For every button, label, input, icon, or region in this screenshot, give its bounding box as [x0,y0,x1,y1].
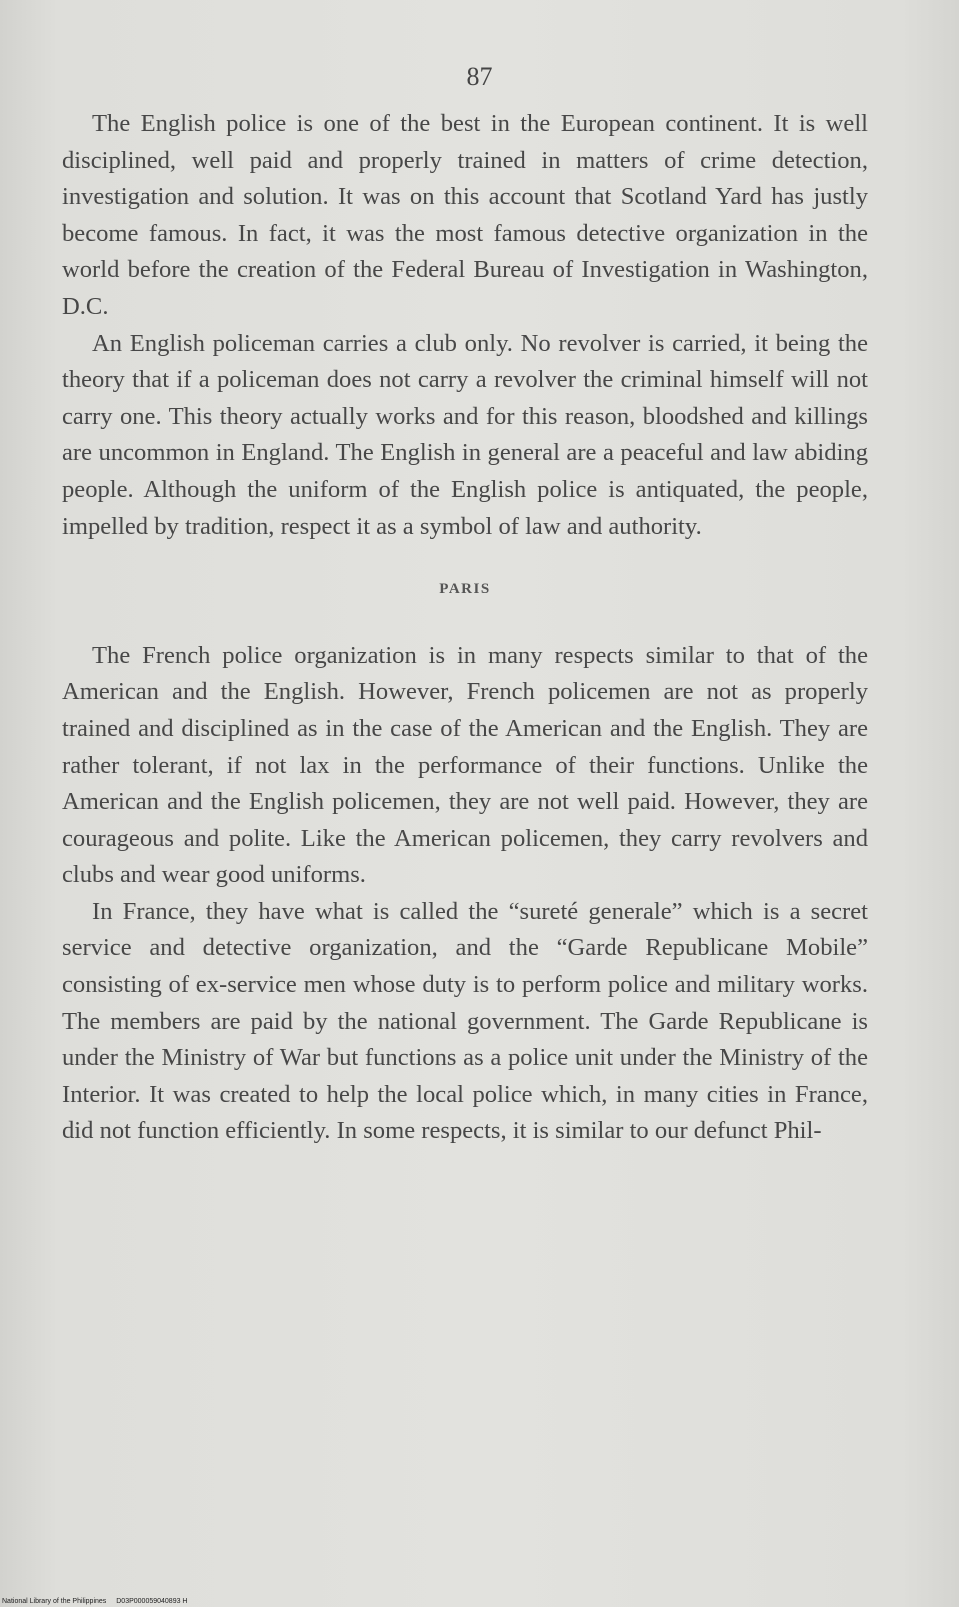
paragraph-english-police: The English police is one of the best in the European continent. It is well disciplined, well paid and properly trained in matters of crime detection, investigation and solution. It was on this account that Scotland Yard has justly become famous. In fact, it was the most famous detective organization in the world before the creation of the Federal Bureau of Investigation in Washington, D.C. [62,110,868,320]
footer-library: National Library of the Philippines [2,1598,107,1605]
page-number: 87 [466,62,493,91]
scan-footer [2,1598,187,1605]
paragraph-surete-generale: In France, they have what is called the “sureté generale” which is a secret service and detective organization, and the “Garde Republicane Mobile” consisting of ex-service men whose duty is to perform police and military works. The members are paid by the national government. The Garde Republicane is under the Ministry of War but functions as a police unit under the Ministry of the Interior. It was created to help the local police which, in many cities in France, did not function efficiently. In some respects, it is similar to our defunct Phil- [62,897,868,1145]
footer-id: D03P000059040893 H [116,1598,188,1605]
paragraph-english-policeman: An English policeman carries a club only. No revolver is carried, it being the theory that if a policeman does not carry a revolver the criminal himself will not carry one. This theory actually works and for this reason, bloodshed and killings are uncommon in England. The English in general are a peaceful and law abiding people. Although the uniform of the English police is antiquated, the people, impelled by tradition, respect it as a symbol of law and authority. [62,329,868,540]
body-text [62,106,868,1150]
section-heading-paris: PARIS [439,581,491,598]
paragraph-french-police: The French police organization is in many respects similar to that of the American and the English. However, French policemen are not as properly trained and disciplined as in the case of the American and the English. They are rather tolerant, if not lax in the performance of their functions. Unlike the American and the English policemen, they are not well paid. However, they are courageous and polite. Like the American policemen, they carry revolvers and clubs and wear good uniforms. [62,641,868,889]
